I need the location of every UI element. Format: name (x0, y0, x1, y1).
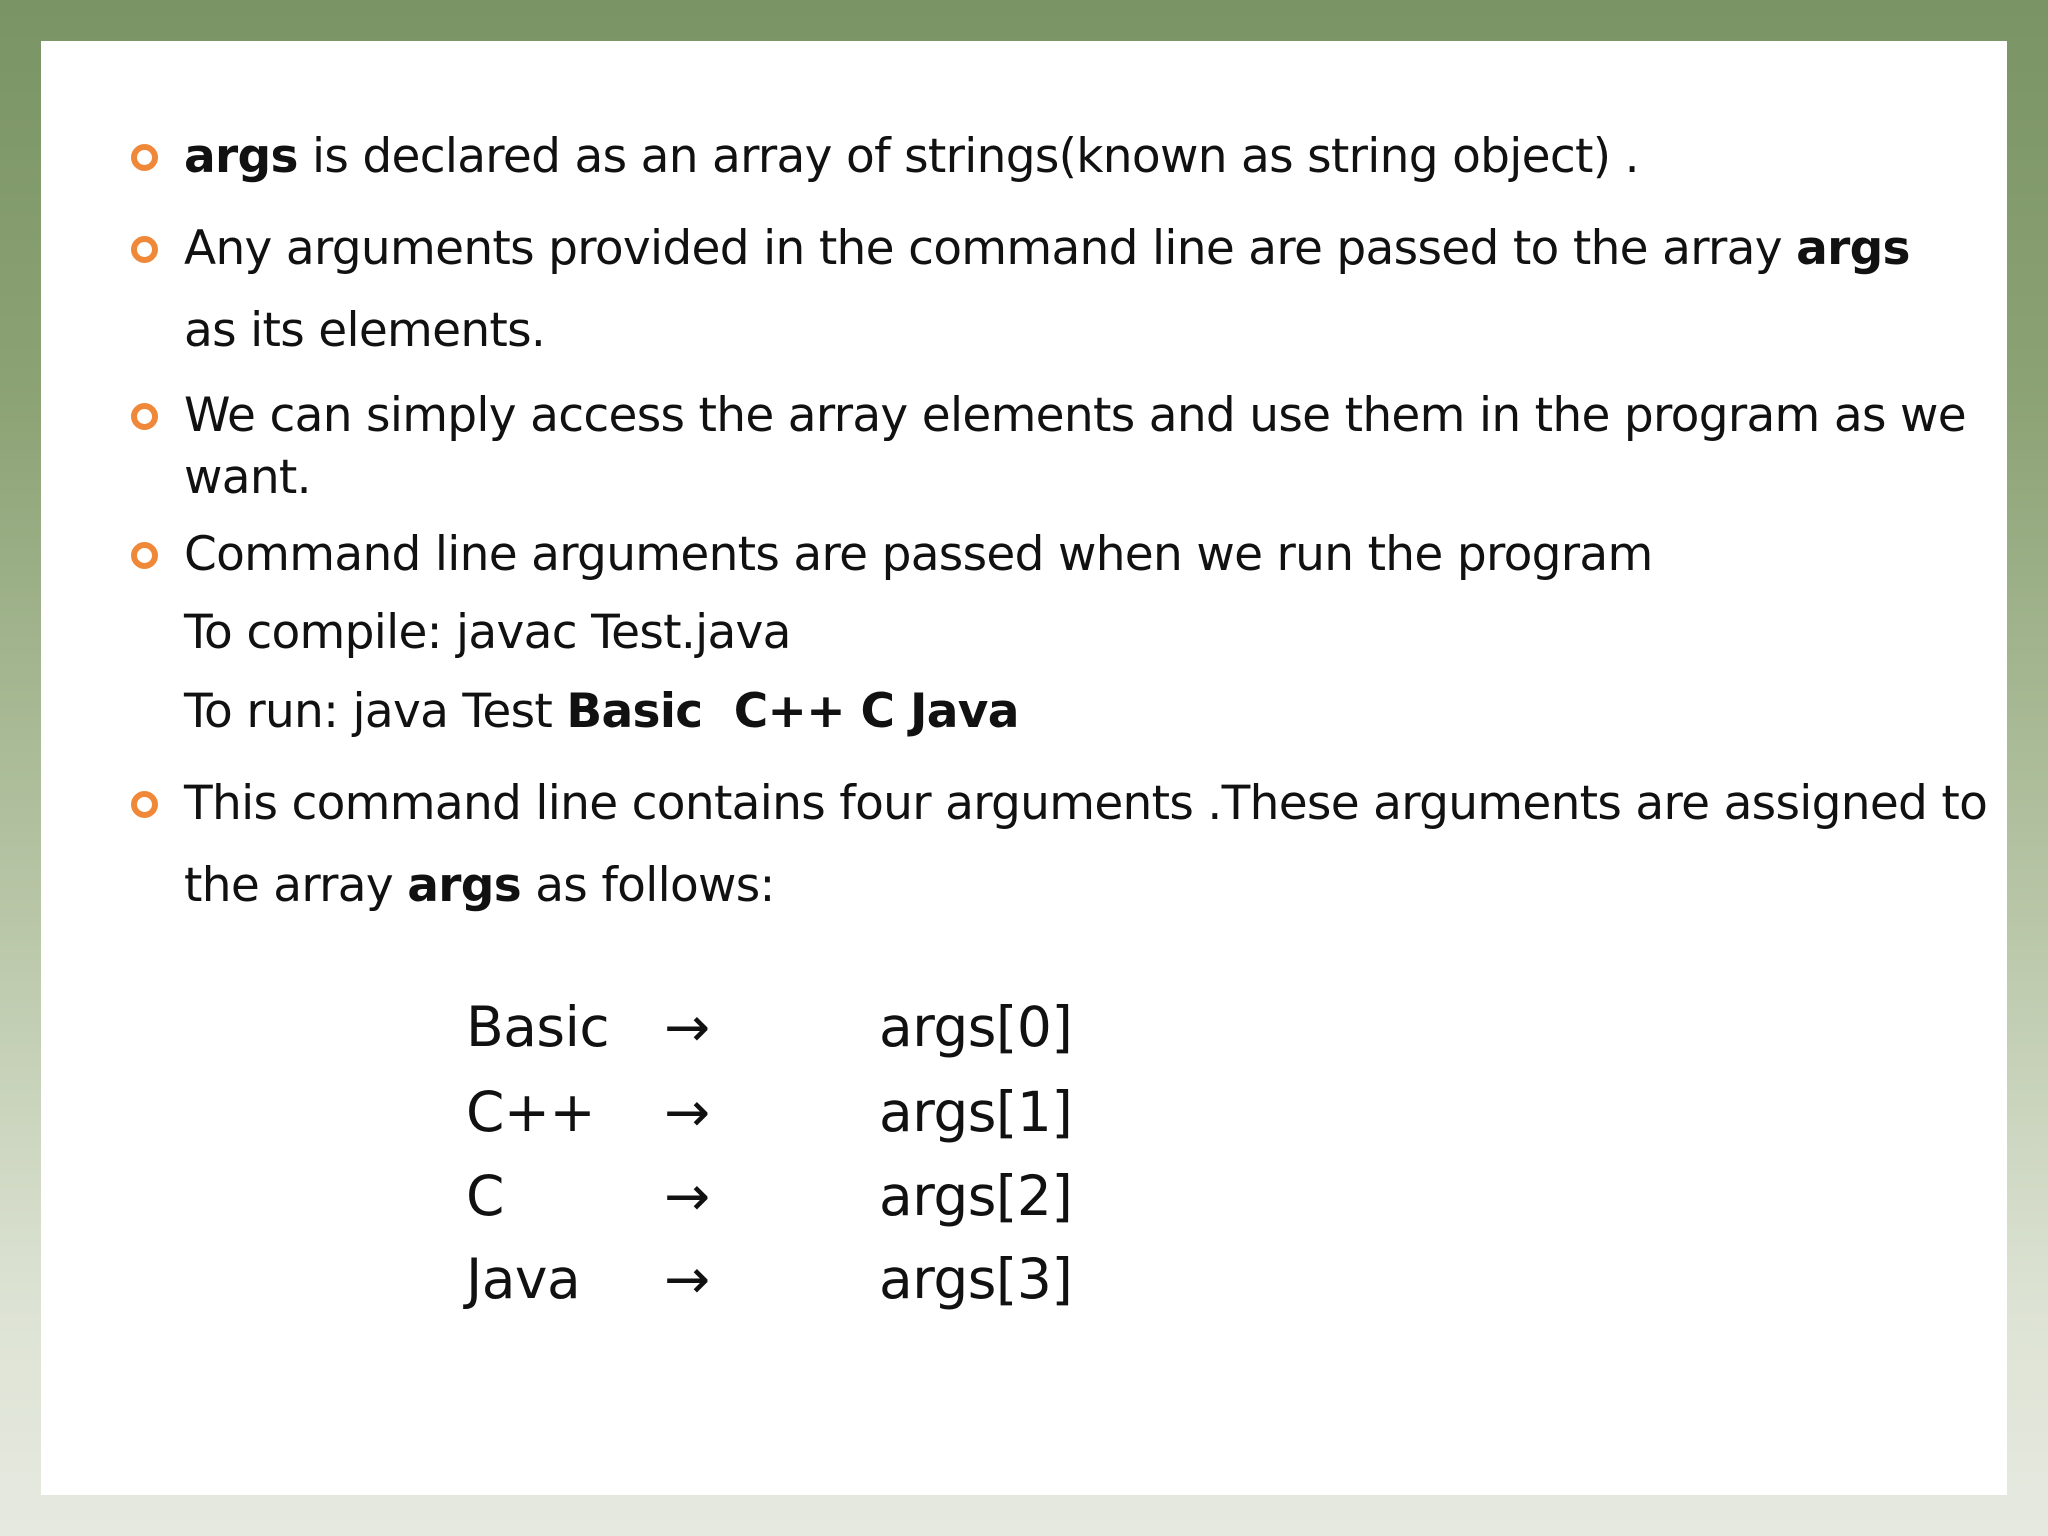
bullet-5-line-2: the array args as follows: (184, 858, 775, 913)
bullet-ring-icon (127, 385, 161, 447)
mapping-arg: C++ (466, 1080, 596, 1144)
bullet-5-line-1: This command line contains four arguments .These arguments are assigned to (184, 776, 1988, 831)
mapping-arg: C (466, 1164, 504, 1228)
arrow-right-icon: → (664, 1080, 710, 1144)
bullet-2-line-1: Any arguments provided in the command line are passed to the array args (184, 221, 1910, 276)
compile-line: To compile: javac Test.java (184, 605, 791, 660)
bullet-4-line-1: Command line arguments are passed when we run the program (184, 527, 1653, 582)
mapping-element: args[1] (879, 1080, 1073, 1144)
run-line: To run: java Test Basic C++ C Java (184, 684, 1019, 739)
bullet-ring-icon (127, 208, 161, 290)
bullet-3-line-2: want. (184, 450, 311, 505)
bullet-2-bold: args (1796, 221, 1910, 276)
mapping-arg: Java (466, 1247, 581, 1311)
mapping-arg: Basic (466, 995, 610, 1059)
mapping-element: args[2] (879, 1164, 1073, 1228)
arrow-right-icon: → (664, 1164, 710, 1228)
bullet-1-text: is declared as an array of strings(known as string object) . (297, 129, 1639, 184)
mapping-element: args[0] (879, 995, 1073, 1059)
bullet-ring-icon (127, 514, 161, 596)
bullet-ring-icon (127, 763, 161, 845)
bullet-5-bold: args (407, 858, 521, 913)
mapping-element: args[3] (879, 1247, 1073, 1311)
arrow-right-icon: → (664, 995, 710, 1059)
bullet-3-line-1: We can simply access the array elements and use them in the program as we (184, 388, 1966, 443)
bullet-ring-icon (127, 116, 161, 198)
slide (41, 41, 2007, 1495)
bullet-1-bold: args (184, 129, 298, 184)
run-args: Basic C++ C Java (566, 684, 1019, 739)
arrow-right-icon: → (664, 1247, 710, 1311)
bullet-2-line-2: as its elements. (184, 303, 546, 358)
